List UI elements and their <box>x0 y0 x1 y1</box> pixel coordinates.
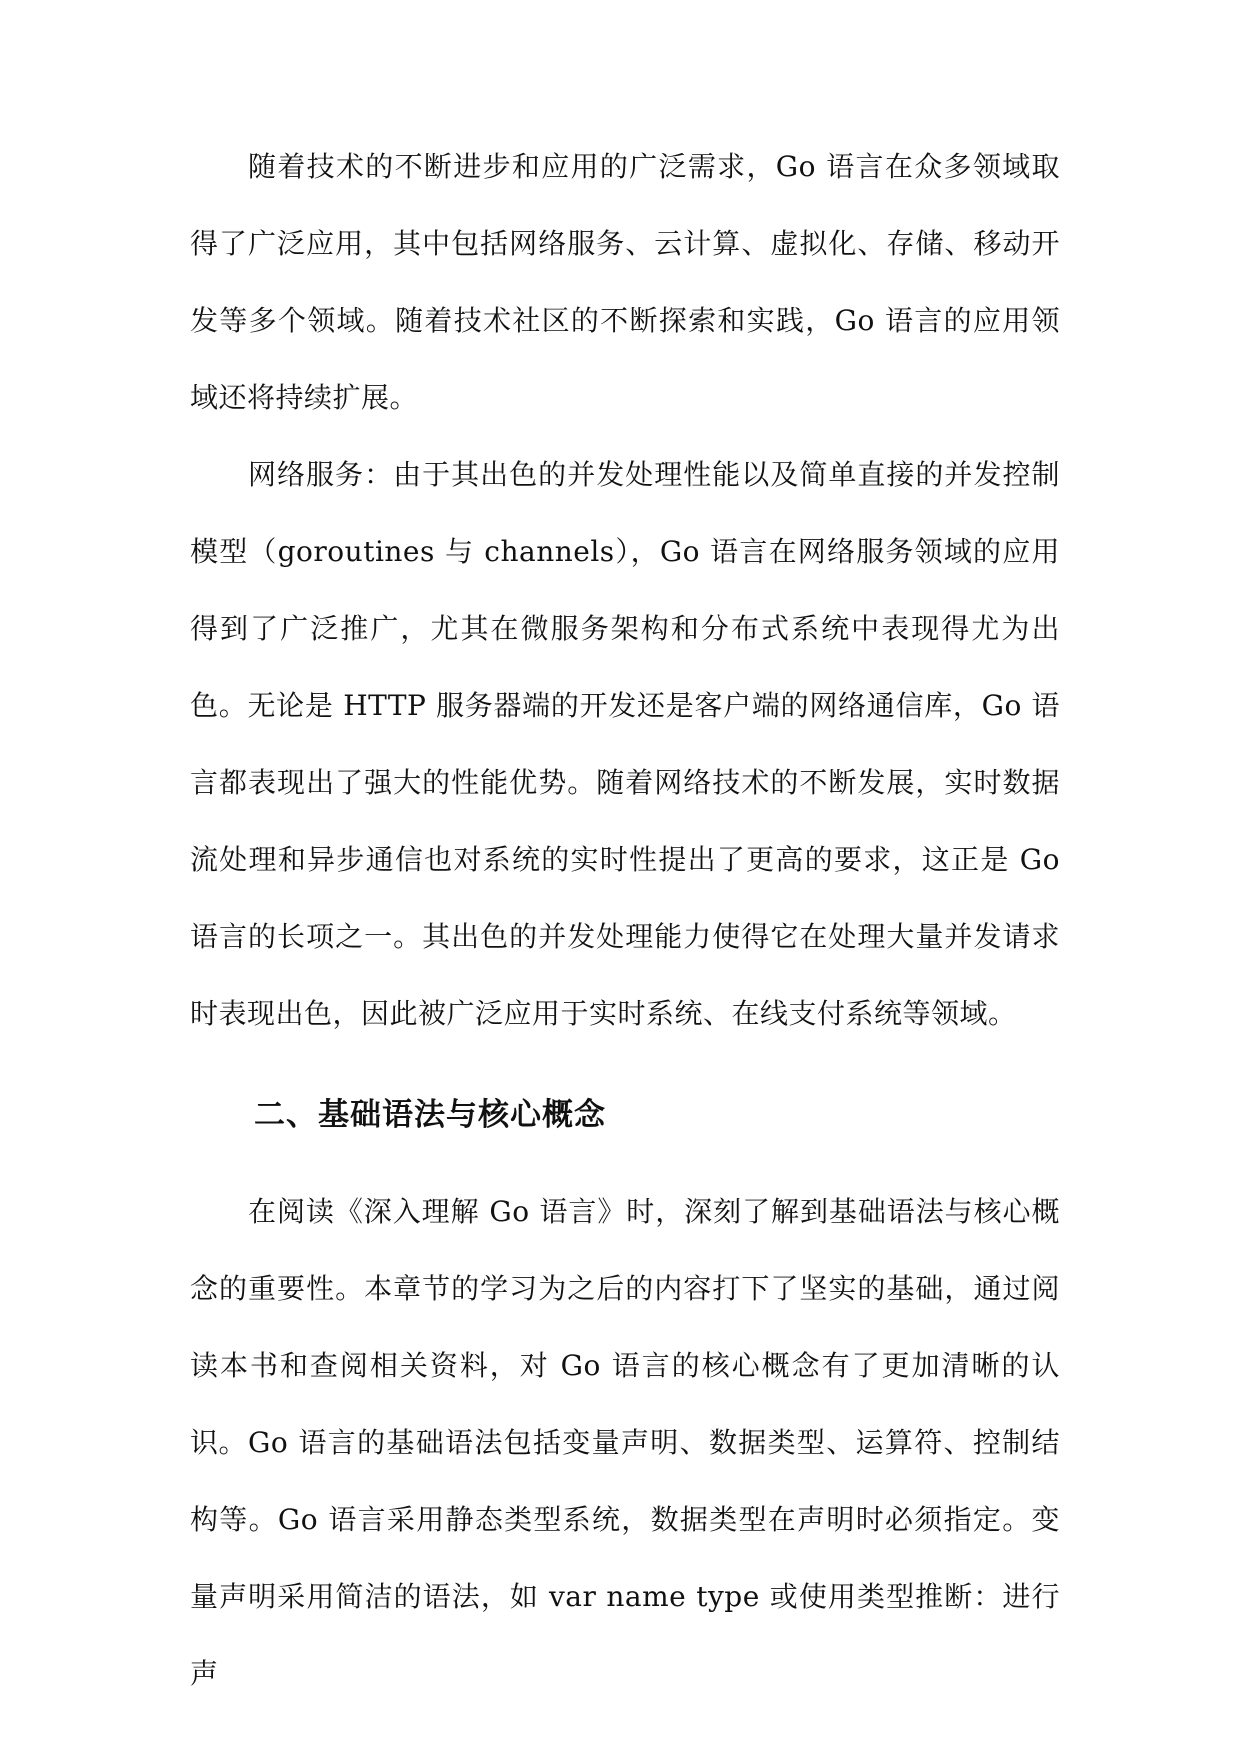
paragraph-network-services: 网络服务：由于其出色的并发处理性能以及简单直接的并发控制模型（goroutines 与 channels），Go 语言在网络服务领域的应用得到了广泛推广，尤其在微服务架构和分布式系统中表现得尤为出色。无论是 HTTP 服务器端的开发还是客户端的网络通信库，Go 语言都表现出了强大的性能优势。随着网络技术的不断发展，实时数据流处理和异步通信也对系统的实时性提出了更高的要求，这正是 Go 语言的长项之一。其出色的并发处理能力使得它在处理大量并发请求时表现出色，因此被广泛应用于实时系统、在线支付系统等领域。 <box>190 458 1060 1030</box>
section-heading: 二、基础语法与核心概念 <box>254 1097 606 1133</box>
paragraph-reading-notes: 在阅读《深入理解 Go 语言》时，深刻了解到基础语法与核心概念的重要性。本章节的学习为之后的内容打下了坚实的基础，通过阅读本书和查阅相关资料，对 Go 语言的核心概念有了更加清晰的认识。 <box>190 1195 1060 1459</box>
paragraph-basic-syntax: Go 语言的基础语法包括变量声明、数据类型、运算符、控制结构等。Go 语言采用静态类型系统，数据类型在声明时必须指定。变量声明采用简洁的语法，如 var name type 或使用类型推断：进行声 <box>190 1426 1060 1690</box>
paragraph-go-application-fields: 随着技术的不断进步和应用的广泛需求，Go 语言在众多领域取得了广泛应用，其中包括网络服务、云计算、虚拟化、存储、移动开发等多个领域。随着技术社区的不断探索和实践，Go 语言的应用领域还将持续扩展。 <box>190 150 1060 414</box>
